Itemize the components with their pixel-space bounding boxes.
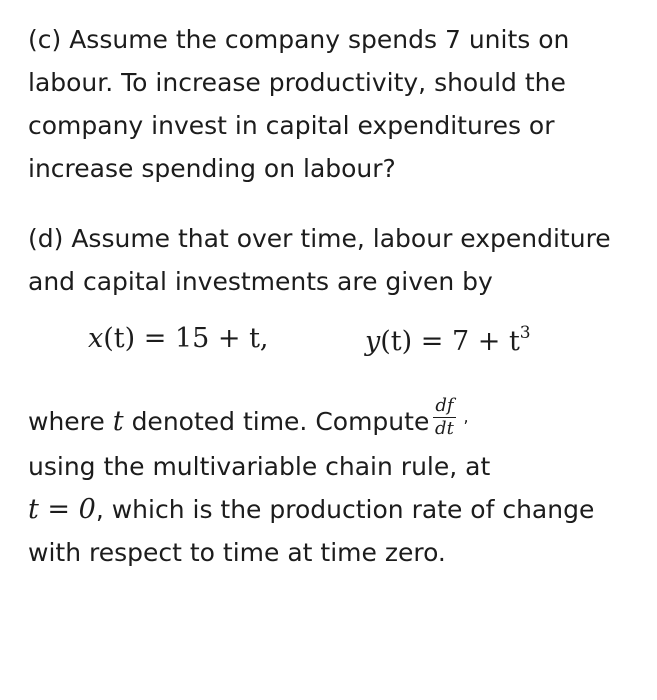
- part-c-paragraph: (c) Assume the company spends 7 units on labour. To increase productivity, should the company invest in capital expenditures or increase spending on labour?: [28, 25, 570, 183]
- eq-x-function: x: [88, 323, 104, 354]
- fraction-comma: ,: [463, 407, 469, 426]
- equation-x: [88, 323, 269, 354]
- eq-y-function: y: [365, 326, 381, 357]
- eq-y-exponent: 3: [519, 323, 531, 343]
- part-d-intro: (d) Assume that over time, labour expenditure and capital investments are given by: [28, 224, 611, 296]
- problem-page: [28, 18, 638, 574]
- derivative-fraction: [433, 396, 455, 439]
- eq-y-body: (t) = 7 + t: [380, 326, 520, 357]
- fraction-numerator: df: [435, 394, 454, 416]
- text-where: where: [28, 407, 105, 436]
- t-equals-zero: t = 0: [28, 493, 96, 525]
- text-chain-rule: using the multivariable chain rule, at: [28, 451, 491, 481]
- equation-block: [28, 311, 638, 385]
- var-t: t: [112, 406, 124, 437]
- part-d-question: [28, 395, 638, 574]
- fraction-denominator: dt: [435, 417, 454, 439]
- text-denoted: denoted time. Compute: [131, 407, 430, 436]
- equation-y: [365, 323, 531, 357]
- eq-x-body: (t) = 15 + t,: [103, 323, 269, 354]
- text-tail: , which is the production rate of change with respect to time at time zero.: [28, 494, 595, 567]
